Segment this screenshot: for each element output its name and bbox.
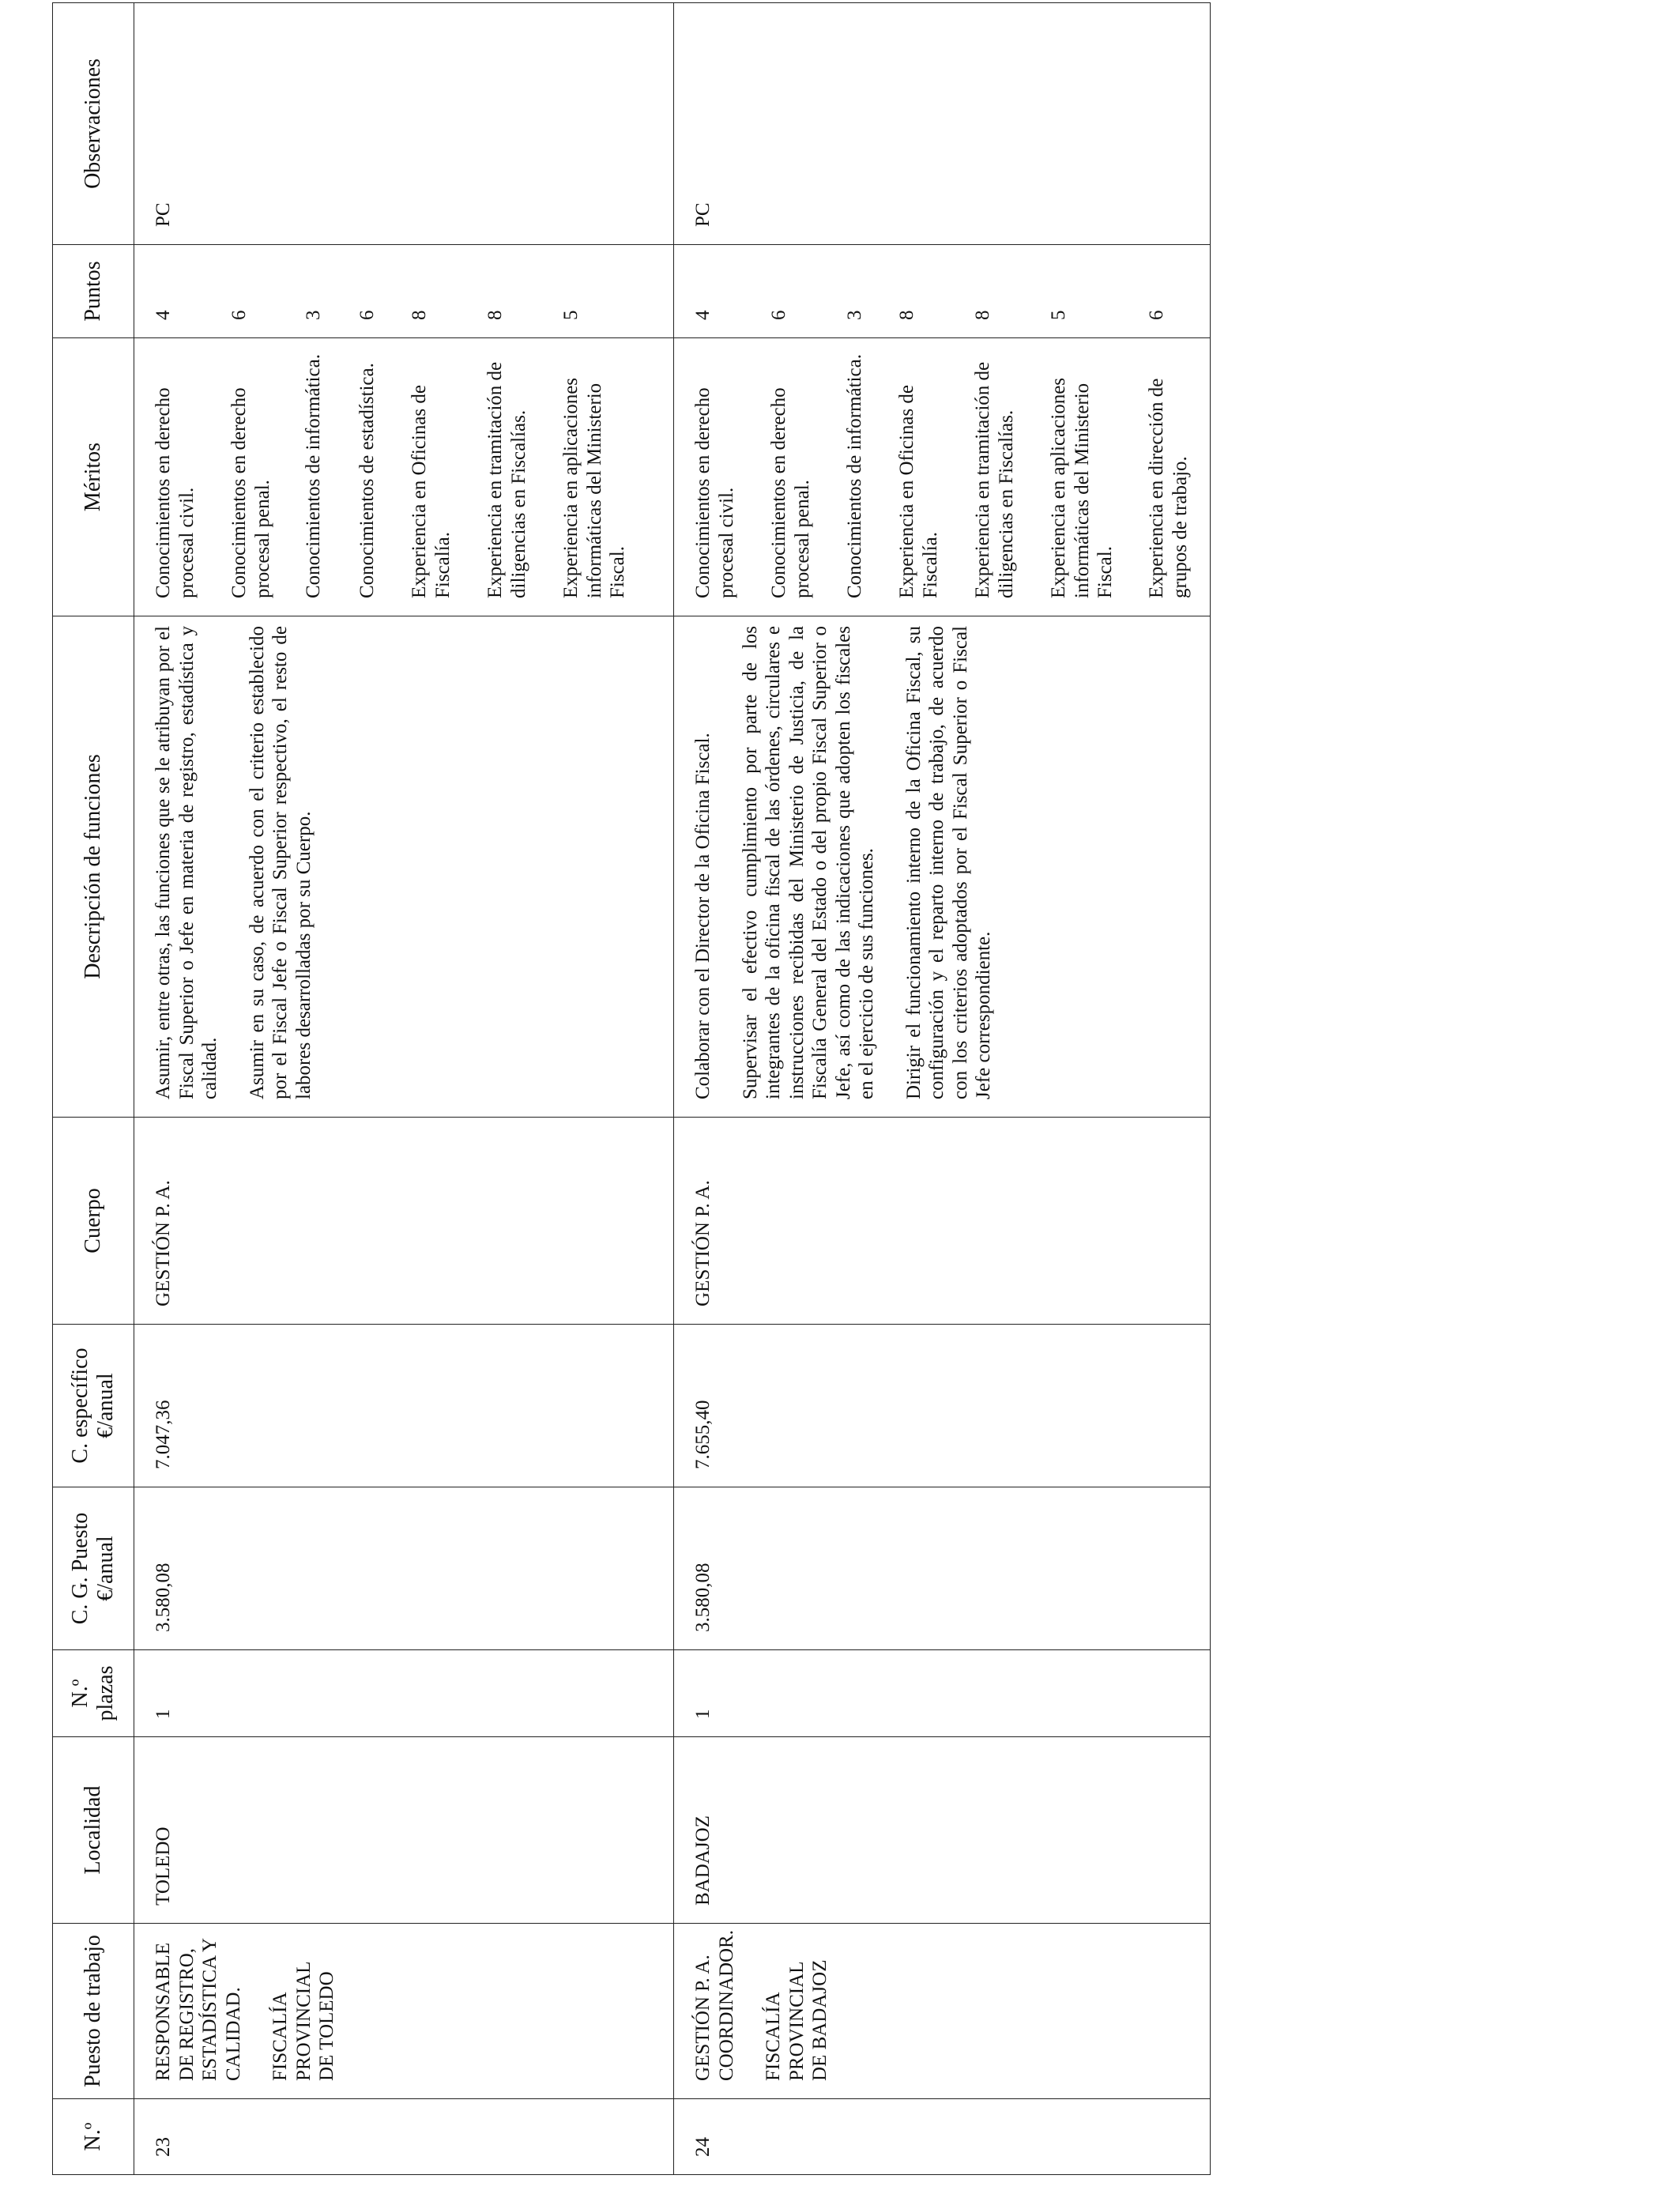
cell-observaciones: PC	[674, 3, 1211, 245]
header-puntos: Puntos	[53, 245, 134, 338]
header-localidad: Localidad	[53, 1737, 134, 1924]
puntos-value: 6	[228, 310, 250, 320]
puntos-value: 8	[409, 310, 430, 320]
puesto-office: FISCALÍA PROVINCIAL DE BADAJOZ	[763, 1959, 831, 2081]
table-row	[674, 3, 1211, 2175]
descripcion-paragraph: Dirigir el funcionamiento interno de la Oficina Fiscal, su configuración y el reparto interno de trabajo, de acuerdo con los criterios adoptados por el Fiscal Superior o Fiscal Jefe correspondiente.	[902, 626, 994, 1099]
merito-item: Conocimientos de informática.	[303, 354, 324, 598]
merito-item: Experiencia en tramitación de diligencias en Fiscalías.	[972, 361, 1017, 598]
cell-plazas: 1	[134, 1650, 674, 1737]
descripcion-paragraph: Supervisar el efectivo cumplimiento por parte de los integrantes de la oficina fiscal de las órdenes, circulares e instrucciones recibidas del Ministerio de Justicia, de la Fiscalía General del Estado o del propio Fiscal Superior o Jefe, así como de las indicaciones que adopten los fiscales en el ejercicio de sus funciones.	[739, 626, 877, 1099]
cell-num: 24	[674, 2099, 1211, 2175]
cell-puntos	[134, 245, 674, 338]
cell-puesto	[134, 1924, 674, 2099]
puntos-value: 3	[303, 310, 324, 320]
merito-item: Experiencia en tramitación de diligencias en Fiscalías.	[484, 361, 529, 598]
puntos-value: 6	[768, 310, 789, 320]
cell-cuerpo: GESTIÓN P. A.	[674, 1118, 1211, 1325]
puntos-value: 3	[844, 310, 865, 320]
header-plazas: N.º plazas	[53, 1650, 134, 1737]
puntos-value: 4	[153, 310, 174, 320]
header-cg: C. G. Puesto €/anual	[53, 1487, 134, 1650]
puntos-value: 6	[356, 310, 378, 320]
merito-item: Conocimientos en derecho procesal civil.	[692, 387, 737, 598]
cell-ce: 7.047,36	[134, 1325, 674, 1487]
cell-observaciones: PC	[134, 3, 674, 245]
descripcion-paragraph: Asumir, entre otras, las funciones que se le atribuyan por el Fiscal Superior o Jefe en materia de registro, estadística y calidad.	[153, 626, 220, 1099]
puesto-title: GESTIÓN P. A. COORDINADOR.	[692, 1930, 737, 2081]
puntos-value: 8	[484, 310, 506, 320]
header-puesto: Puesto de trabajo	[53, 1924, 134, 2099]
merito-item: Experiencia en Oficinas de Fiscalía.	[409, 384, 454, 598]
header-observaciones: Observaciones	[53, 3, 134, 245]
puesto-office: FISCALÍA PROVINCIAL DE TOLEDO	[269, 1962, 337, 2081]
puntos-value: 5	[1048, 310, 1069, 320]
table-row	[134, 3, 674, 2175]
cell-puesto	[674, 1924, 1211, 2099]
cell-descripcion	[674, 616, 1211, 1118]
cell-cg: 3.580,08	[674, 1487, 1211, 1650]
merito-item: Experiencia en aplicaciones informáticas del Ministerio Fiscal.	[1048, 377, 1116, 598]
descripcion-paragraph: Asumir en su caso, de acuerdo con el criterio establecido por el Fiscal Jefe o Fiscal Superior respectivo, el resto de labores desarrolladas por su Cuerpo.	[246, 626, 315, 1099]
cell-meritos	[674, 338, 1211, 616]
cell-plazas: 1	[674, 1650, 1211, 1737]
puntos-value: 5	[560, 310, 582, 320]
cell-puntos	[674, 245, 1211, 338]
header-num: N.º	[53, 2099, 134, 2175]
header-cuerpo: Cuerpo	[53, 1118, 134, 1325]
cell-ce: 7.655,40	[674, 1325, 1211, 1487]
header-descripcion: Descripción de funciones	[53, 616, 134, 1118]
cell-num: 23	[134, 2099, 674, 2175]
merito-item: Experiencia en dirección de grupos de trabajo.	[1146, 378, 1191, 598]
cell-meritos	[134, 338, 674, 616]
descripcion-paragraph: Colaborar con el Director de la Oficina Fiscal.	[692, 733, 714, 1099]
puntos-value: 4	[692, 310, 714, 320]
puntos-value: 6	[1146, 310, 1167, 320]
cell-cuerpo: GESTIÓN P. A.	[134, 1118, 674, 1325]
puesto-title: RESPONSABLE DE REGISTRO, ESTADÍSTICA Y CALIDAD.	[153, 1938, 244, 2081]
puntos-value: 8	[972, 310, 993, 320]
merito-item: Conocimientos en derecho procesal penal.	[768, 387, 813, 598]
merito-item: Conocimientos de informática.	[844, 354, 865, 598]
cell-localidad: BADAJOZ	[674, 1737, 1211, 1924]
merito-item: Experiencia en Oficinas de Fiscalía.	[896, 384, 941, 598]
merito-item: Conocimientos en derecho procesal penal.	[228, 387, 273, 598]
cell-descripcion	[134, 616, 674, 1118]
merito-item: Conocimientos en derecho procesal civil.	[153, 387, 198, 598]
merito-item: Experiencia en aplicaciones informáticas del Ministerio Fiscal.	[560, 377, 628, 598]
header-meritos: Méritos	[53, 338, 134, 616]
merito-item: Conocimientos de estadística.	[356, 363, 378, 598]
header-row	[53, 3, 134, 2175]
positions-table	[52, 2, 1211, 2175]
header-ce: C. específico €/anual	[53, 1325, 134, 1487]
cell-localidad: TOLEDO	[134, 1737, 674, 1924]
puntos-value: 8	[896, 310, 917, 320]
cell-cg: 3.580,08	[134, 1487, 674, 1650]
